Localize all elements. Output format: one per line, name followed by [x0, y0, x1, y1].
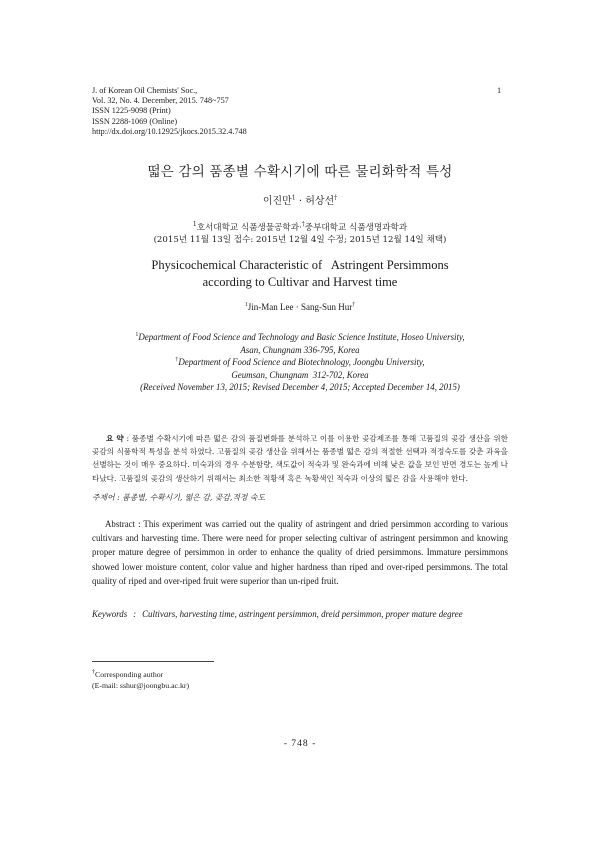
author-en-names: Jin-Man Lee · Sang-Sun Hur [247, 302, 353, 312]
english-keywords-text: Cultivars, harvesting time, astringent persimmon, dreid persimmon, proper mature degree [142, 609, 463, 619]
footnote-corresponding: Corresponding author [95, 670, 164, 679]
journal-issn-online: ISSN 2288-1069 (Online) [92, 116, 178, 126]
english-affiliation [0, 331, 600, 394]
journal-volume: Vol. 32, No. 4. December, 2015. 748~757 [92, 96, 229, 106]
korean-title: 떫은 감의 품종별 수확시기에 따른 물리화학적 특성 [147, 164, 453, 180]
english-keywords-separator: : [133, 609, 137, 619]
korean-abstract-text: : 품종별 수확시기에 따른 떫은 감의 품질변화를 분석하고 이를 이용한 곶감제조를 통해 고품질의 곶감 생산을 위한 곶감의 식품학적 특성을 분석 하였다. 고품질의 곶감 생산을 위해서는 품종별 떫은 감의 적절한 선택과 적정숙도를 갖춘 과육을 선별하는 것이 매우 중요하다. 미숙과의 경우 수분함량, 색도값이 적숙과 및 완숙과에 비해 낮은 값을 보인 반면 경도는 높게 나타났다. 고품질의 곶감의 생산하기 위해서는 최소한 적황색 혹은 녹황색인 적숙과 이상의 떫은 감을 사용해야 한다. [92, 434, 508, 483]
korean-abstract-label: 요 약 [106, 434, 124, 443]
korean-authors [0, 192, 600, 207]
korean-dates: (2015년 11월 13일 접수: 2015년 12월 4일 수정; 2015년 12월 14일 채택) [153, 235, 447, 245]
english-keywords-label: Keywords [92, 609, 128, 619]
page-number: 1 [497, 86, 502, 95]
footnote [92, 669, 189, 691]
affil-en-line4: Geumsan, Chungnam 312-702, Korea [231, 369, 369, 380]
affil-en-line1 [0, 331, 600, 344]
affil-ko-sup1: 1 [192, 221, 197, 229]
affil-en-line3 [0, 356, 600, 369]
footer-page-number: - 748 - [283, 738, 317, 749]
journal-name: J. of Korean Oil Chemists' Soc., [92, 86, 198, 95]
affil-ko-sup2: † [301, 221, 305, 229]
korean-keywords: 주제어 : 품종별, 수확시기, 떫은 감, 곶감,적정 숙도 [92, 493, 265, 502]
author-en-sup1: 1 [244, 302, 248, 308]
footnote-sup: † [92, 669, 95, 676]
journal-doi: http://dx.doi.org/10.12925/jkocs.2015.32.4.748 [92, 126, 247, 136]
english-abstract-label: Abstract [105, 519, 136, 529]
author-1-ko: 이진만 [262, 196, 292, 207]
english-keywords [92, 607, 508, 621]
author-en-sup2: † [352, 302, 356, 308]
author-2-ko: 허상선 [305, 196, 335, 207]
english-abstract-text: : This experiment was carried out the quality of astringent and dried persimmon according to various cultivars and harvesting time. There were need for proper selecting cultivar of astringent persimmon and knowing proper mature degree of persimmon in order to enhance the quality of dried persimmons. Immature persimmons showed lower moisture content, color value and higher hardness than riped and over-riped persimmons. The total quality of riped and over-riped fruit were superior than un-riped fruit. [92, 519, 508, 586]
affil-en-sup2: † [175, 357, 179, 364]
english-authors [0, 302, 600, 312]
author-separator: · [295, 196, 306, 207]
affil-en-dates: (Received November 13, 2015; Revised December 4, 2015; Accepted December 14, 2015) [140, 382, 460, 393]
author-1-ko-sup: 1 [291, 194, 296, 202]
affil-en-line2: Asan, Chungnam 336-795, Korea [240, 344, 360, 355]
affil-en-sup1: 1 [135, 332, 139, 339]
korean-abstract [92, 432, 508, 485]
english-abstract [92, 517, 508, 588]
affil-ko-text1: 호서대학교 식품생물공학과· [196, 223, 302, 233]
korean-affiliation [0, 222, 600, 246]
author-2-ko-sup: † [334, 194, 338, 202]
korean-affiliation-line [0, 222, 600, 234]
footnote-line1 [92, 669, 189, 680]
footnote-email: (E-mail: sshur@joongbu.ac.kr) [92, 681, 190, 690]
footnote-divider [92, 661, 214, 662]
affil-en-text3: Department of Food Science and Biotechnology, Joongbu University, [178, 357, 425, 368]
journal-info [92, 86, 247, 137]
journal-issn-print: ISSN 1225-9098 (Print) [92, 106, 171, 116]
english-title-line1: Physicochemical Characteristic of Astringent Persimmons [151, 258, 449, 272]
english-title-line2: according to Cultivar and Harvest time [202, 275, 398, 289]
affil-ko-text2: 중부대학교 식품생명과학과 [304, 223, 408, 233]
english-title [0, 257, 600, 291]
affil-en-text1: Department of Food Science and Technology and Basic Science Institute, Hoseo University, [138, 332, 465, 342]
